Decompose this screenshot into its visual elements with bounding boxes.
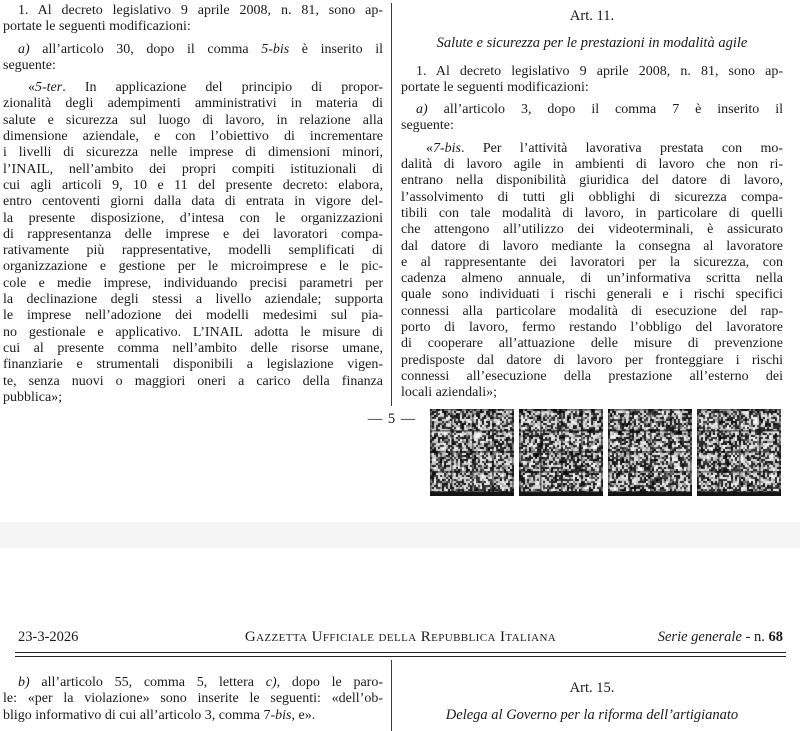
text-line: i livelli di sicurezza nelle imprese di dimensioni minori, (3, 145, 383, 161)
text-line: zionalità degli adempimenti amministrativi in materia di (3, 96, 383, 112)
text-line: dalità di lavoro agile in ambienti di lavoro che non ri- (401, 157, 783, 173)
page-6 (0, 548, 800, 731)
text-line: tibili con tale modalità di lavoro, in particolare di quelli (401, 205, 783, 221)
text-line: cui al presente comma nell’ambito delle risorse umane, (3, 340, 383, 356)
text-line: e al rappresentante dei lavoratori per la sicurezza, con (401, 254, 783, 270)
barcode-strip (430, 409, 781, 496)
text-line: seguente: (401, 118, 454, 134)
page6-left-column (3, 660, 383, 731)
text-line: portate le seguenti modificazioni: (3, 19, 191, 35)
article-title: Delega al Governo per la riforma dell’artigianato (445, 707, 739, 724)
text-line: pubblica»; (3, 389, 63, 405)
text-line: l’assolvimento di tutti gli obblighi di sicurezza compa- (401, 189, 783, 205)
text-line: te, senza nuovi o maggiori oneri a carico della finanza (3, 373, 383, 389)
text-line: la declinazione degli stessi a livello aziendale; supporta (3, 292, 383, 308)
text-line: entrano nella disponibilità giuridica del datore di lavoro, (401, 173, 783, 189)
text-line: portate le seguenti modificazioni: (401, 79, 589, 95)
text-line: cole e medie imprese, individuando precisi parametri per (3, 275, 383, 291)
double-rule (15, 652, 786, 657)
noise-barcode-block (519, 409, 603, 496)
text-line: salute e sicurezza sul luogo di lavoro, in relazione alla (3, 112, 383, 128)
text-line: porto di lavoro, fermo restando l’obbligo del lavoratore (401, 320, 783, 336)
text-line: quale sono individuati i rischi generali e i rischi specifici (401, 287, 783, 303)
text-line: connessi all’esecuzione della prestazione all’esterno dei (401, 368, 783, 384)
series-name: Serie generale (657, 629, 742, 645)
paragraph (3, 42, 383, 75)
issue-number: 68 (768, 629, 783, 645)
text-line: cui agli articoli 9, 10 e 11 del presente decreto: elabora, (3, 177, 383, 193)
paragraph (401, 64, 783, 97)
text-line: «5-ter. In applicazione del principio di propor- (28, 80, 383, 96)
text-line: di cooperare all’attuazione delle misure di prevenzione (401, 336, 783, 352)
text-line: l’INAIL, nell’ambito dei propri compiti istituzionali di (3, 161, 383, 177)
page5-right-column (401, 3, 783, 406)
page-gap-band (0, 522, 800, 548)
text-line: locali aziendali»; (401, 385, 498, 401)
page5-right-paragraphs (401, 64, 783, 402)
text-line: le imprese nell’adozione dei modelli medesimi sul pia- (3, 308, 383, 324)
text-line: 1. Al decreto legislativo 9 aprile 2008, n. 81, sono ap- (18, 3, 383, 18)
series-separator: - n. (741, 629, 769, 645)
page5-left-column (3, 3, 383, 406)
text-line: seguente: (3, 57, 56, 73)
page5-left-paragraphs (3, 3, 383, 406)
text-line: bligo informativo di cui all’articolo 3, comma 7-bis, e». (3, 707, 316, 723)
text-line: di rappresentanza delle imprese e dei lavoratori compa- (3, 226, 383, 242)
running-head (18, 629, 783, 647)
text-line: entro centoventi giorni dalla data di entrata in vigore del- (3, 194, 383, 210)
noise-barcode-block (697, 409, 781, 496)
text-line: a) all’articolo 3, dopo il comma 7 è inserito il (416, 102, 783, 118)
column-divider-rule (391, 660, 392, 731)
text-line: predisposte dal datore di lavoro per fronteggiare i rischi (401, 352, 783, 368)
text-line: rativamente più rappresentative, modelli semplificati di (3, 243, 383, 259)
article-number-heading: Art. 15. (569, 680, 615, 696)
issue-date: 23-3-2026 (18, 629, 79, 645)
noise-barcode-block (430, 409, 514, 496)
page6-left-paragraphs (3, 675, 383, 724)
text-line: «7-bis. Per l’attività lavorativa prestata con mo- (426, 140, 783, 156)
column-divider-rule (391, 3, 392, 406)
text-line: organizzazione e gestione per le microimprese e le pic- (3, 259, 383, 275)
page6-columns (0, 660, 800, 731)
text-line: le: «per la violazione» sono inserite le seguenti: «dell’ob- (3, 691, 383, 707)
text-line: connessi alla particolare modalità di esecuzione del rap- (401, 303, 783, 319)
text-line: a) all’articolo 30, dopo il comma 5-bis è inserito il (18, 41, 383, 57)
text-line: 1. Al decreto legislativo 9 aprile 2008, n. 81, sono ap- (416, 63, 783, 79)
series-label (658, 629, 783, 646)
page-number: — 5 — (367, 411, 417, 427)
article-title: Salute e sicurezza per le prestazioni in modalità agile (436, 35, 748, 52)
masthead-title: Gazzetta Ufficiale della Repubblica Italiana (244, 629, 557, 645)
paragraph (3, 675, 383, 724)
text-line: dimensione aziendale, e con l’obiettivo di incrementare (3, 129, 383, 145)
noise-barcode-block (608, 409, 692, 496)
page6-right-column (401, 660, 783, 731)
text-line: no gestionale e applicativo. L’INAIL adotta le misure di (3, 324, 383, 340)
text-line: che attengono all’utilizzo dei videoterminali, è assicurato (401, 222, 783, 238)
paragraph (3, 3, 383, 36)
text-line: b) all’articolo 55, comma 5, lettera c), dopo le paro- (18, 675, 383, 690)
text-line: la presente disposizione, d’intesa con le organizzazioni (3, 210, 383, 226)
paragraph (3, 80, 383, 406)
text-line: cadenza almeno annuale, di un’informativa scritta nella (401, 271, 783, 287)
paragraph (401, 102, 783, 135)
paragraph (401, 141, 783, 402)
text-line: dal datore di lavoro mediante la consegna al lavoratore (401, 238, 783, 254)
article-number-heading: Art. 11. (569, 8, 615, 24)
text-line: finanziarie e strumentali disponibili a legislazione vigen- (3, 357, 383, 373)
